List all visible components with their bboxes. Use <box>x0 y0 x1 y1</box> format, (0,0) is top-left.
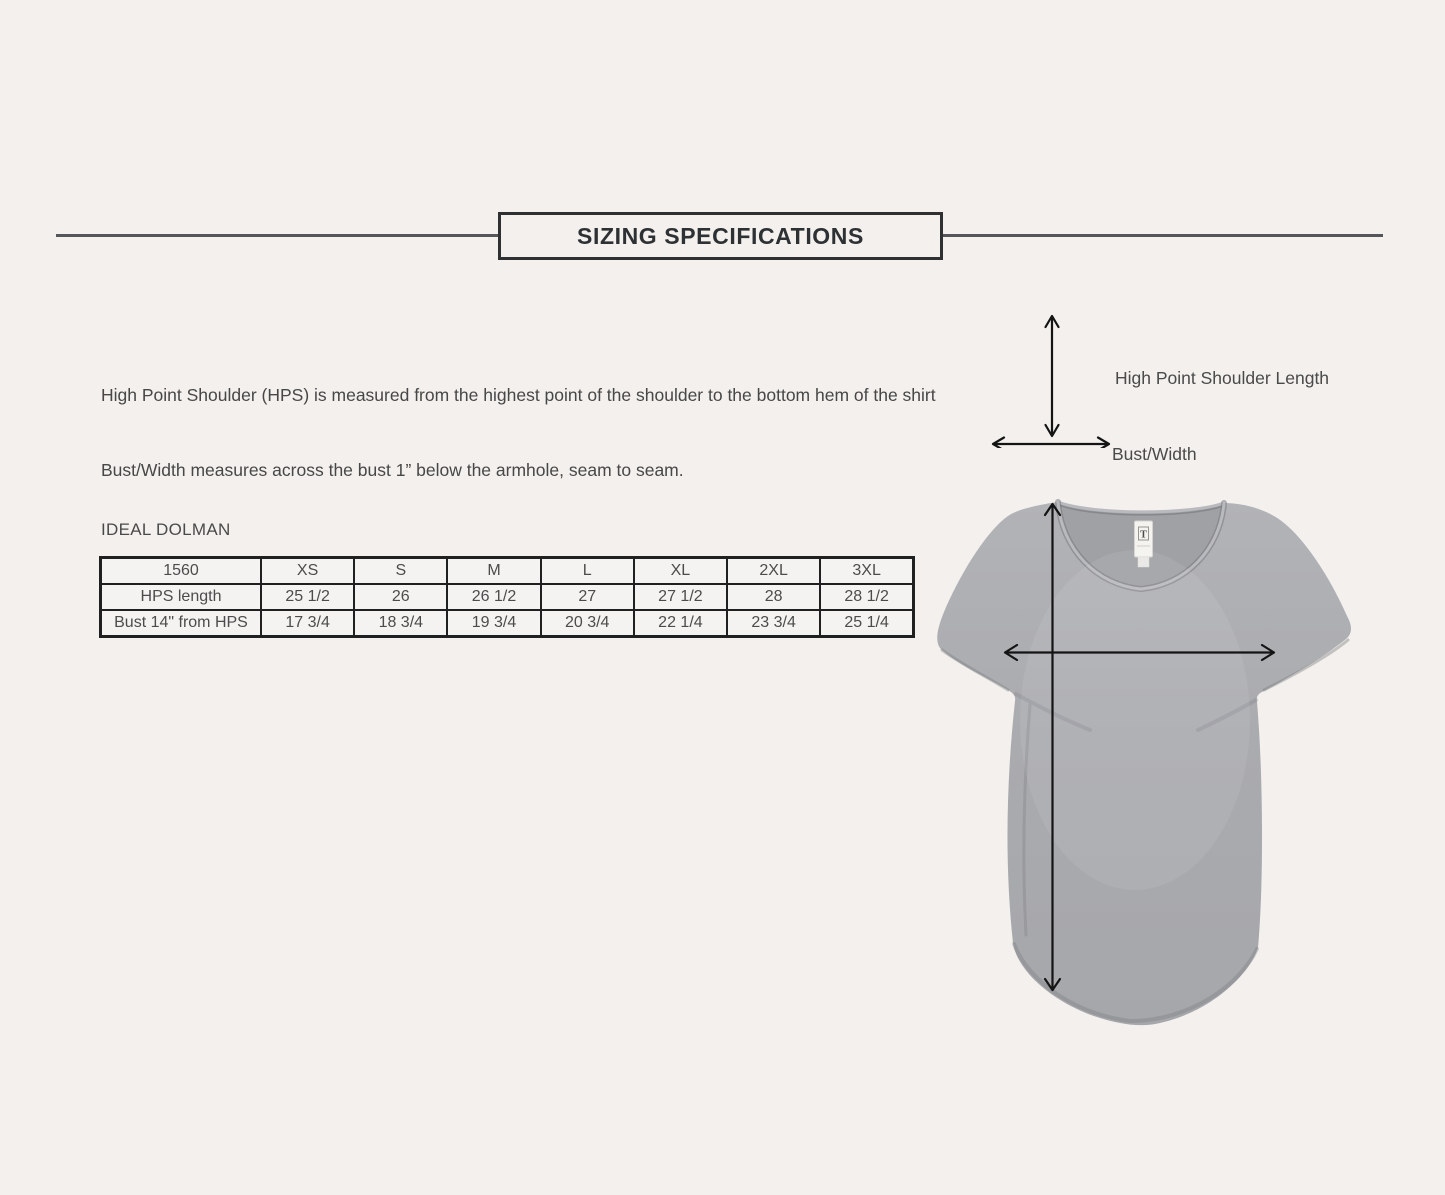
size-table-header-cell: L <box>541 558 634 585</box>
hps-instruction-text: High Point Shoulder (HPS) is measured from the highest point of the shoulder to the bottom hem of the shirt <box>101 384 936 405</box>
size-table-cell: 18 3/4 <box>354 610 447 637</box>
size-table-row <box>101 610 914 637</box>
size-table-row-label: Bust 14" from HPS <box>101 610 262 637</box>
bust-width-label: Bust/Width <box>1112 444 1197 464</box>
header-rule-left <box>56 234 498 237</box>
page-title: SIZING SPECIFICATIONS <box>577 222 864 249</box>
hps-length-label: High Point Shoulder Length <box>1115 368 1330 388</box>
size-table-cell: 28 <box>727 584 820 610</box>
size-table-cell: 26 <box>354 584 447 610</box>
fabric-highlight <box>1020 550 1250 890</box>
size-table-cell: 25 1/4 <box>820 610 913 637</box>
size-table-row <box>101 584 914 610</box>
size-table-header-cell: 3XL <box>820 558 913 585</box>
size-table-header-cell: XS <box>261 558 354 585</box>
arrow-left-icon <box>993 438 1004 449</box>
size-table-cell: 23 3/4 <box>727 610 820 637</box>
size-table-header-cell: 2XL <box>727 558 820 585</box>
size-table-cell: 28 1/2 <box>820 584 913 610</box>
size-table-cell: 20 3/4 <box>541 610 634 637</box>
bust-instruction-text: Bust/Width measures across the bust 1” below the armhole, seam to seam. <box>101 459 684 480</box>
arrow-right-icon <box>1098 438 1109 449</box>
size-table-cell: 19 3/4 <box>447 610 540 637</box>
size-table <box>99 556 915 638</box>
section-title-box <box>498 212 943 260</box>
size-table-cell: 27 <box>541 584 634 610</box>
header-rule-right <box>943 234 1383 237</box>
measurement-legend-arrows <box>985 308 1120 448</box>
size-table-header-cell: S <box>354 558 447 585</box>
size-table-cell: 17 3/4 <box>261 610 354 637</box>
size-table-header-cell: M <box>447 558 540 585</box>
size-table-cell: 22 1/4 <box>634 610 727 637</box>
tshirt-photo <box>918 488 1388 1048</box>
size-table-row-label: HPS length <box>101 584 262 610</box>
size-table-header-cell: XL <box>634 558 727 585</box>
size-table-header-cell: 1560 <box>101 558 262 585</box>
size-table-cell: 26 1/2 <box>447 584 540 610</box>
neck-tag-letter: T <box>1140 529 1147 541</box>
size-table-cell: 27 1/2 <box>634 584 727 610</box>
product-name: IDEAL DOLMAN <box>101 520 231 539</box>
size-table-cell: 25 1/2 <box>261 584 354 610</box>
